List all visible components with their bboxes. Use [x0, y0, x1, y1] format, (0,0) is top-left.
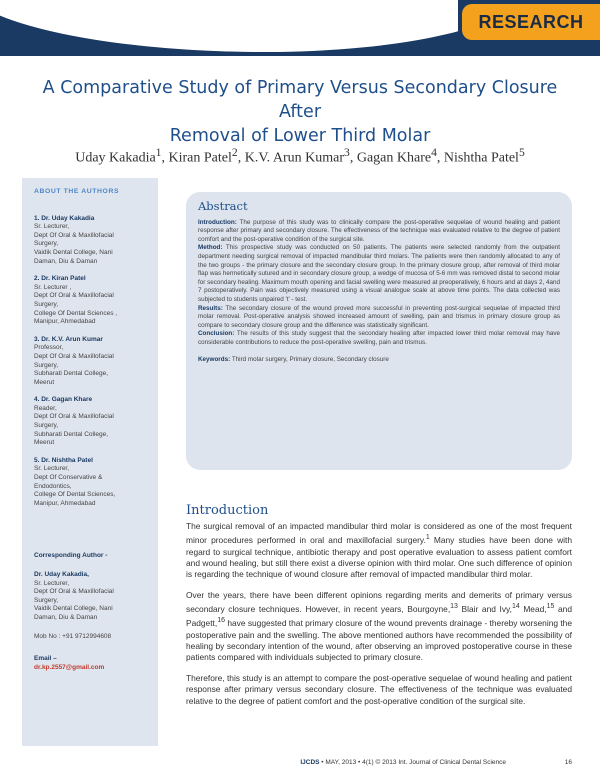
sidebar-author: 1. Dr. Uday Kakadia Sr. Lecturer, Dept Of Oral & Maxillofacial Surgery, Vaidik Dental College, Nani Daman, Diu & Daman: [34, 214, 114, 265]
abstract-keywords: Keywords: Third molar surgery, Primary closure, Secondary closure: [198, 355, 389, 363]
author-name: Uday Kakadia: [75, 150, 156, 166]
corresponding-author-heading: Corresponding Author -: [34, 552, 108, 560]
intro-paragraph: Therefore, this study is an attempt to compare the post-operative sequelae of wound healing and patient response after primary versus secondary closure. The effectiveness of the technique was evaluated relative to the degree of patient comfort and the post-operative condition of the surgical site.: [186, 672, 572, 706]
email-link[interactable]: dr.kp.2557@gmail.com: [34, 663, 105, 671]
page-number: 16: [564, 759, 572, 766]
sidebar-heading: ABOUT THE AUTHORS: [34, 188, 120, 195]
section-badge: RESEARCH: [462, 4, 600, 40]
mobile-number: Mob No : +91 9712994608: [34, 632, 112, 640]
author-name: Gagan Khare: [356, 150, 432, 166]
title-line-1: A Comparative Study of Primary Versus Secondary Closure After: [42, 78, 558, 122]
author-name: K.V. Arun Kumar: [244, 150, 344, 166]
email-label: Email –: [34, 655, 57, 663]
author-list: Uday Kakadia$^1$, Kiran Patel$^2$, K.V. Arun Kumar$^3$, Gagan Khare$^4$, Nishtha Patel$^5$: [75, 146, 525, 166]
abstract-results: Results: The secondary closure of the wound proved more successful in preventing post-surgical sequelae of impacted third molar removal. Post-operative analysis showed increased amount of swelling, pain and trismus in primary closure group as compare to secondary closure group and the difference was statistically significant.: [198, 304, 560, 329]
introduction-body: [186, 521, 572, 716]
sidebar-author: 2. Dr. Kiran Patel Sr. Lecturer , Dept Of Oral & Maxillofacial Surgery, College Of Dental Sciences , Manipur, Ahmedabad: [34, 275, 118, 326]
article-title: [20, 76, 580, 148]
sidebar-author: 4. Dr. Gagan Khare Reader, Dept Of Oral & Maxillofacial Surgery, Subharati Dental College, Meerut: [34, 396, 114, 447]
abstract-method: Method: This prospective study was conducted on 50 patients. The patients were selected randomly from the outpatient department needing surgical removal of impacted mandibular third molars. The patients were then randomly allocated to any of the two groups - the primary closure and the secondary closure group. In the primary closure group, after removal of third molar flap was hermetically sutured and in secondary closure group, a wedge of mucosa of 5-6 mm was removed distal to second molar for secondary healing. Maximum mouth opening and facial swelling were measured at preoperatively, 6 hours and at days 2, 4and 7 postoperatively. Pain was objectively measured using a visual analogue scale at above time points. The data collected was subjected to students unpaired 't' - test.: [198, 244, 560, 303]
abstract-conclusion: Conclusion: The results of this study suggest that the secondary healing after impacted lower third molar removal may have considerable contributions to reduce the post-operative swelling, pain and trismus.: [198, 330, 560, 346]
introduction-heading: Introduction: [186, 503, 269, 518]
abstract-introduction: Introduction: The purpose of this study was to clinically compare the post-operative sequelae of wound healing and patient response after primary and secondary closure. The effectiveness of the technique was evaluated relative to the degree of patient comfort and the post-operative condition of the surgical site.: [198, 218, 560, 243]
sidebar-author: 5. Dr. Nishtha Patel Sr. Lecturer, Dept Of Conservative & Endodontics, College Of Dental Sciences, Manipur, Ahmedabad: [34, 456, 116, 507]
about-authors-sidebar: [22, 178, 158, 746]
title-line-2: Removal of Lower Third Molar: [169, 126, 431, 146]
abstract-box: [186, 192, 572, 470]
footer-citation: IJCDS • MAY, 2013 • 4(1) © 2013 Int. Journal of Clinical Dental Science: [300, 759, 506, 766]
corresponding-author: Dr. Uday Kakadia, Sr. Lecturer, Dept Of Oral & Maxillofacial Surgery, Vaidik Dental College, Nani Daman, Diu & Daman: [34, 571, 114, 621]
author-name: Kiran Patel: [168, 150, 232, 166]
abstract-heading: Abstract: [198, 199, 248, 213]
sidebar-author: 3. Dr. K.V. Arun Kumar Professor, Dept Of Oral & Maxillofacial Surgery, Subharati Dental College, Meerut: [34, 335, 114, 386]
intro-paragraph: The surgical removal of an impacted mandibular third molar is considered as one of the most frequent minor procedures performed in oral and maxillofacial surgery.$^1$ Many studies have been done with regard to surgical technique, antibiotic therapy and post operative evaluation to assess patient comfort and wound healing, but still there exist a diverse opinion with third molar. One such difference of opinion is regarding the technique of wound closure after removal of impacted mandibular third molar.: [186, 521, 573, 580]
intro-paragraph: Over the years, there have been different opinions regarding merits and demerits of primary versus secondary closure techniques. However, in recent years, Bourgoyne,$^{13}$ Blair and Ivy,$^{14}$ Mead,$^{15}$ and Padgett,$^{16}$ have suggested that primary closure of the wound prevents drainage - thereby worsening the postoperative pain and the swelling. The above mentioned authors have recommended the possibility of healing by secondary intention of the wound, after observing an improved postoperative course in these patients compared with individuals subjected to primary closure.: [186, 589, 572, 663]
author-name: Nishtha Patel: [443, 150, 519, 166]
